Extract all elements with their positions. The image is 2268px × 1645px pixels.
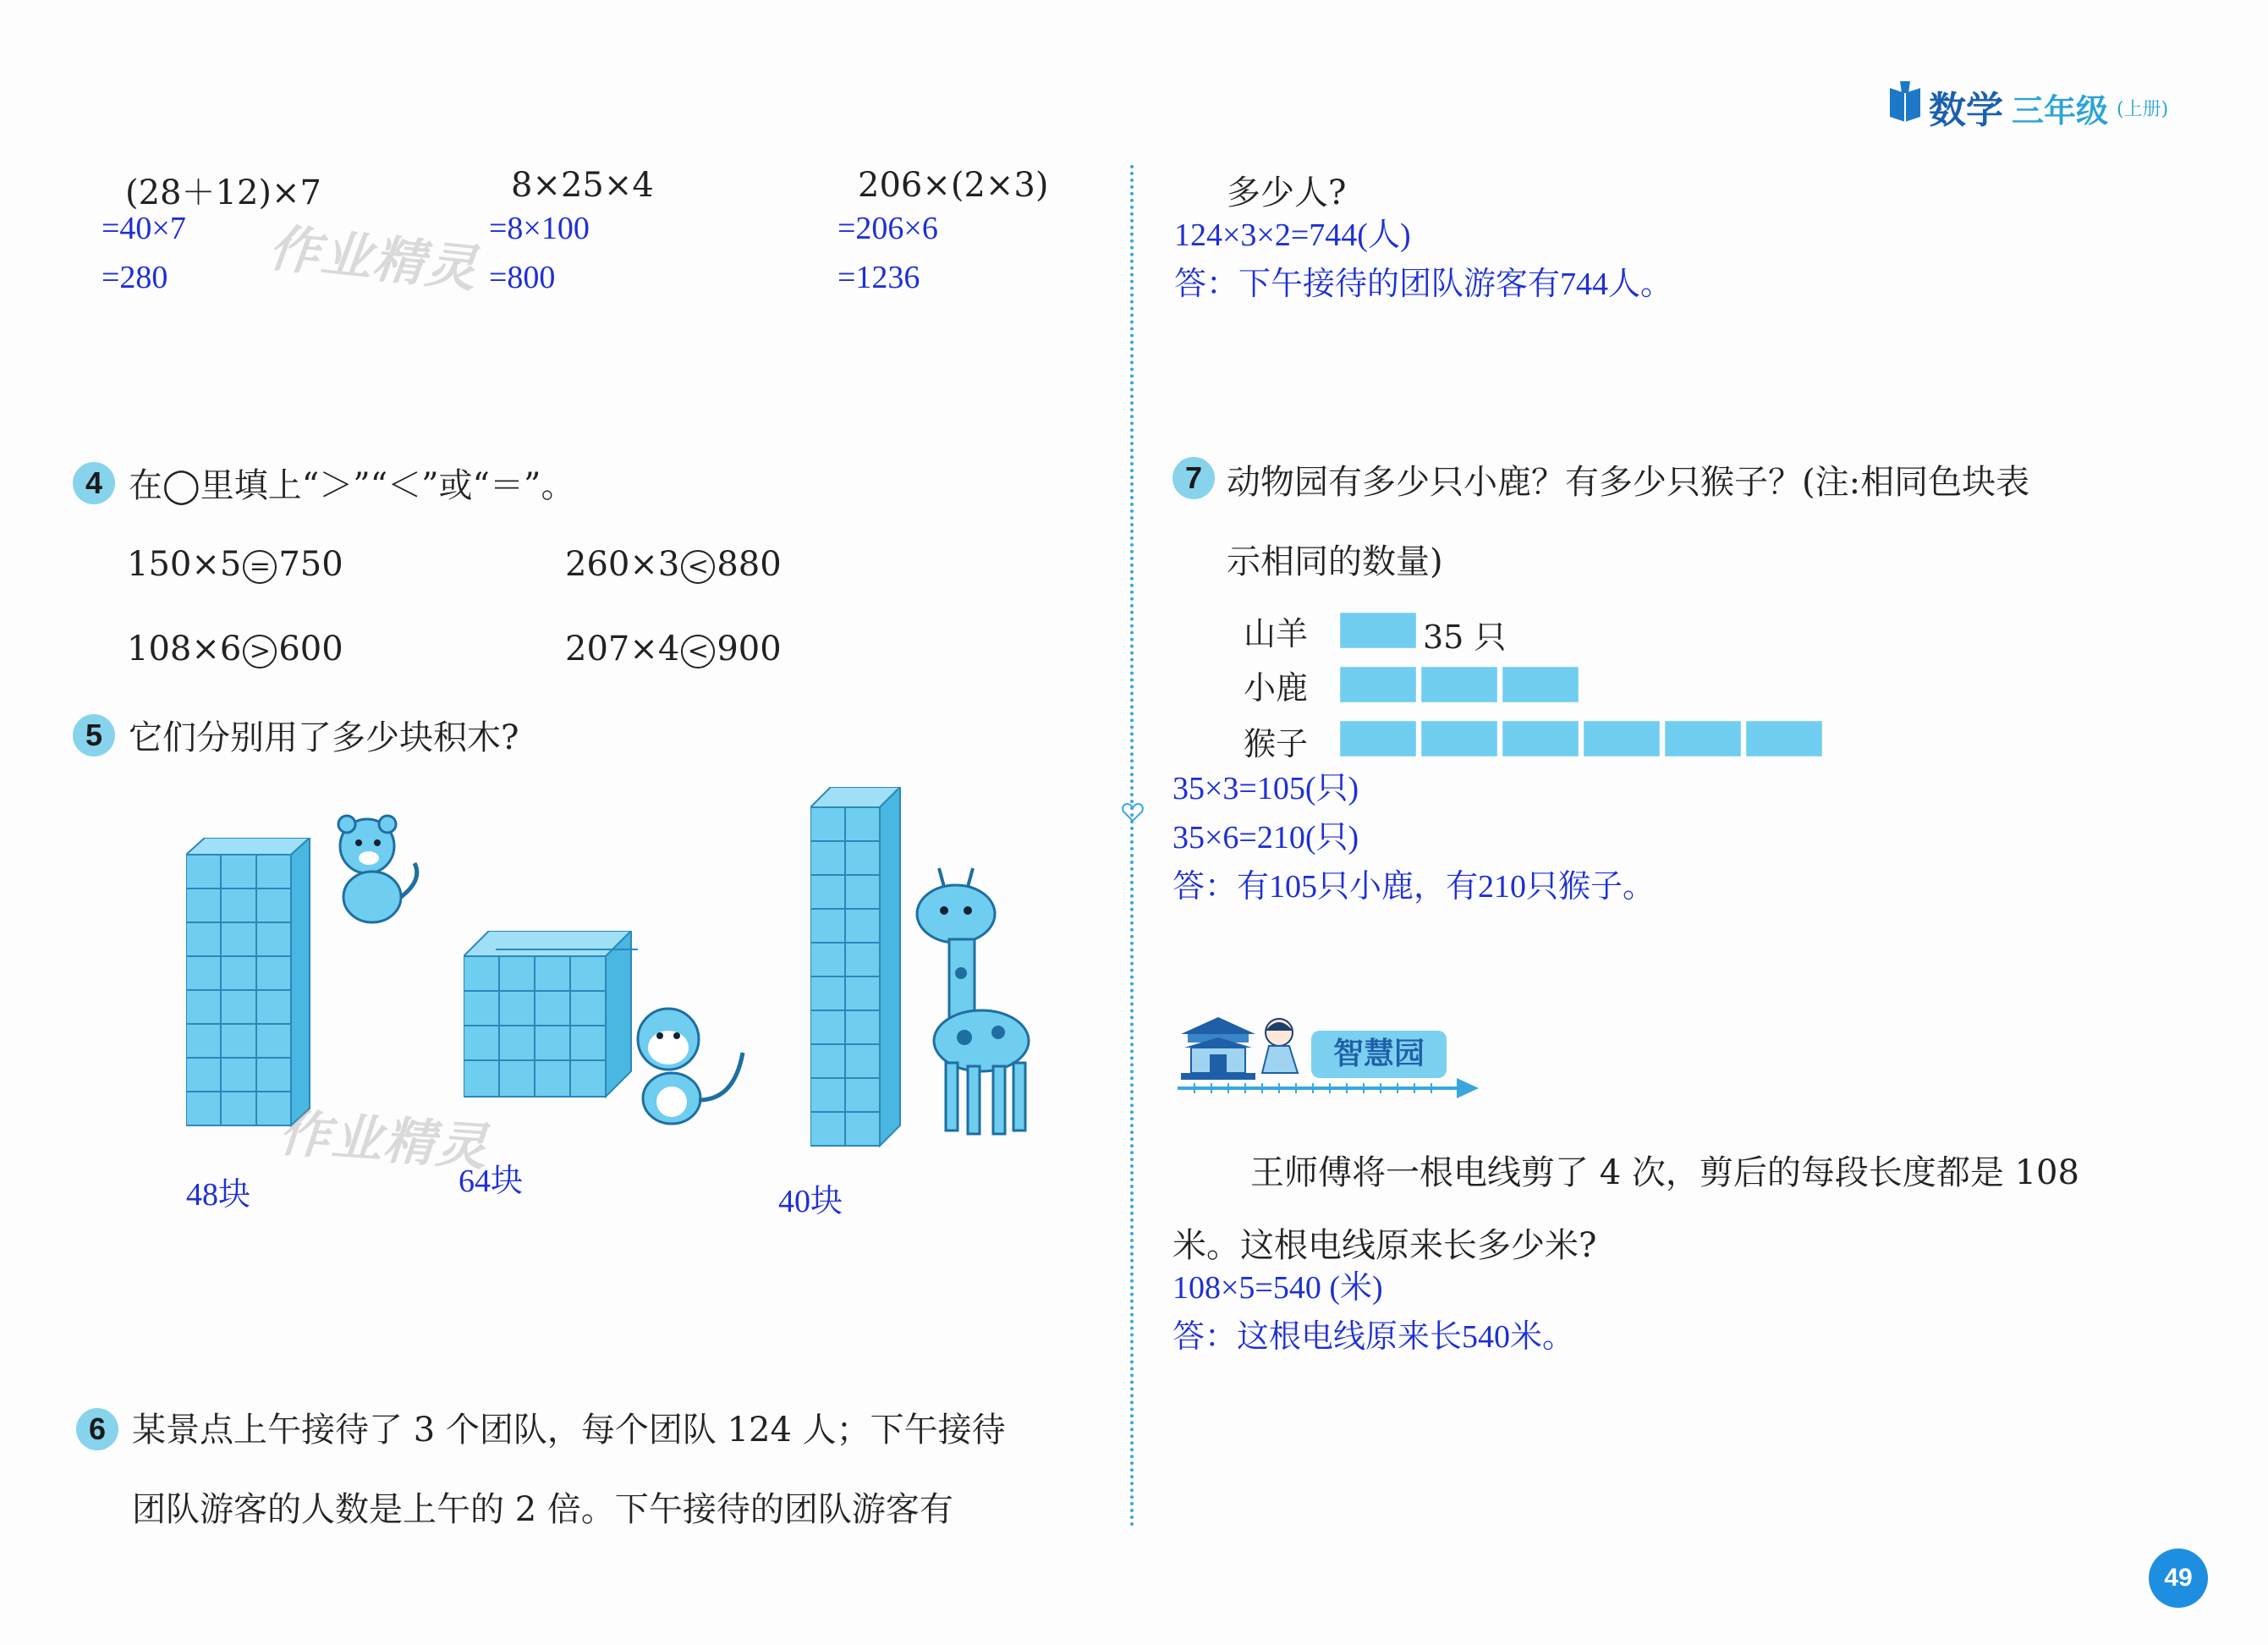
compare-right: 900 (717, 630, 782, 668)
wisdom-answer-text: 答：这根电线原来长540米。 (1172, 1319, 1575, 1355)
wisdom-banner (1311, 1031, 1447, 1078)
block-cube (464, 931, 641, 1109)
calc-step1-1: =40×7 (102, 211, 186, 246)
compare-right: 880 (717, 545, 782, 584)
question-7-answer-deer: 35×3=105(只) (1172, 771, 1359, 806)
page-number: 49 (2164, 1564, 2193, 1592)
header-subject: 数学 (1929, 90, 2003, 131)
question-6-answer-text: 答：下午接待的团队游客有744人。 (1174, 267, 1673, 302)
question-6-line-3: 多少人? (1227, 173, 1347, 212)
block-stack-tall (186, 838, 321, 1134)
question-6-answer-calc: 124×3×2=744(人) (1174, 217, 1411, 253)
question-5-title: 它们分别用了多少块积木? (129, 718, 519, 757)
monkey-block (1502, 721, 1579, 756)
tiger-icon (330, 812, 431, 931)
question-number-badge: 7 (1172, 457, 1215, 499)
deer-block (1340, 667, 1416, 702)
header-grade: 三年级 (2012, 91, 2109, 129)
compare-item (565, 630, 782, 668)
monkey-block (1421, 721, 1497, 756)
wisdom-banner-label: 智慧园 (1332, 1037, 1425, 1071)
calc-step2-3: =1236 (837, 260, 920, 295)
block-count-answer: 64块 (459, 1164, 524, 1199)
question-7-answer-text: 答：有105只小鹿，有210只猴子。 (1172, 869, 1656, 905)
deer-block (1421, 667, 1497, 702)
calc-step2-1: =280 (102, 260, 168, 295)
compare-left: 150×5 (127, 545, 242, 584)
page-number-badge (2149, 1549, 2208, 1608)
arrow-ruler-icon (1178, 1076, 1482, 1102)
column-divider (1130, 165, 1134, 1527)
calc-expr-3: 206×(2×3) (858, 166, 1049, 205)
monkey-icon (624, 999, 751, 1134)
compare-right: 750 (278, 545, 343, 584)
pavilion-icon (1176, 1014, 1260, 1081)
row-label-monkey: 猴子 (1244, 725, 1309, 762)
compare-sign-circle: > (243, 635, 277, 668)
header-volume: (上册) (2117, 99, 2169, 120)
calc-expr-2: 8×25×4 (511, 166, 654, 205)
compare-sign-circle: < (681, 550, 715, 584)
compare-item (565, 545, 782, 584)
calc-step2-2: =800 (489, 260, 556, 295)
watermark: 作业精灵 (266, 218, 481, 300)
goat-block (1340, 613, 1416, 648)
wisdom-line-1: 王师傅将一根电线剪了 4 次，剪后的每段长度都是 108 (1250, 1153, 2079, 1192)
girl-icon (1255, 1014, 1306, 1081)
giraffe-icon (897, 863, 1041, 1142)
row-label-goat: 山羊 (1244, 615, 1309, 652)
monkey-block (1746, 721, 1822, 756)
question-6-line-2: 团队游客的人数是上午的 2 倍。下午接待的团队游客有 (132, 1490, 953, 1529)
monkey-block (1340, 721, 1416, 756)
book-logo-icon (1886, 80, 1924, 125)
compare-left: 207×4 (565, 630, 680, 668)
question-7-line-2: 示相同的数量) (1227, 542, 1443, 581)
compare-left: 260×3 (565, 545, 680, 584)
watermark: 作业精灵 (277, 1103, 491, 1178)
monkey-block (1584, 721, 1660, 756)
compare-item (127, 630, 343, 668)
question-6-line-1: 某景点上午接待了 3 个团队，每个团队 124 人；下午接待 (132, 1411, 1006, 1450)
question-7-line-1: 动物园有多少只小鹿？有多少只猴子？(注:相同色块表 (1227, 463, 2030, 502)
calc-step1-2: =8×100 (489, 211, 590, 246)
block-count-answer: 40块 (778, 1184, 843, 1219)
compare-right: 600 (278, 630, 343, 668)
row-label-deer: 小鹿 (1244, 669, 1309, 707)
question-4-title: 在◯里填上“＞”“＜”或“＝”。 (129, 466, 575, 505)
question-7-answer-monkey: 35×6=210(只) (1172, 820, 1359, 856)
wisdom-line-2: 米。这根电线原来长多少米? (1172, 1226, 1597, 1265)
compare-sign-circle: < (681, 635, 715, 668)
compare-sign-circle: = (243, 550, 277, 584)
question-number-badge: 5 (73, 714, 115, 756)
monkey-block (1665, 721, 1741, 756)
goat-count-label: 35 只 (1423, 619, 1507, 656)
question-number-badge: 6 (76, 1408, 118, 1450)
block-count-answer: 48块 (186, 1177, 251, 1213)
heart-icon (1121, 802, 1145, 822)
compare-left: 108×6 (127, 630, 242, 668)
question-number-badge: 4 (73, 462, 115, 504)
calc-step1-3: =206×6 (837, 211, 938, 246)
deer-block (1502, 667, 1579, 702)
compare-item (127, 545, 343, 584)
wisdom-answer-calc: 108×5=540 (米) (1172, 1270, 1383, 1306)
calc-expr-1: (28＋12)×7 (125, 173, 321, 212)
